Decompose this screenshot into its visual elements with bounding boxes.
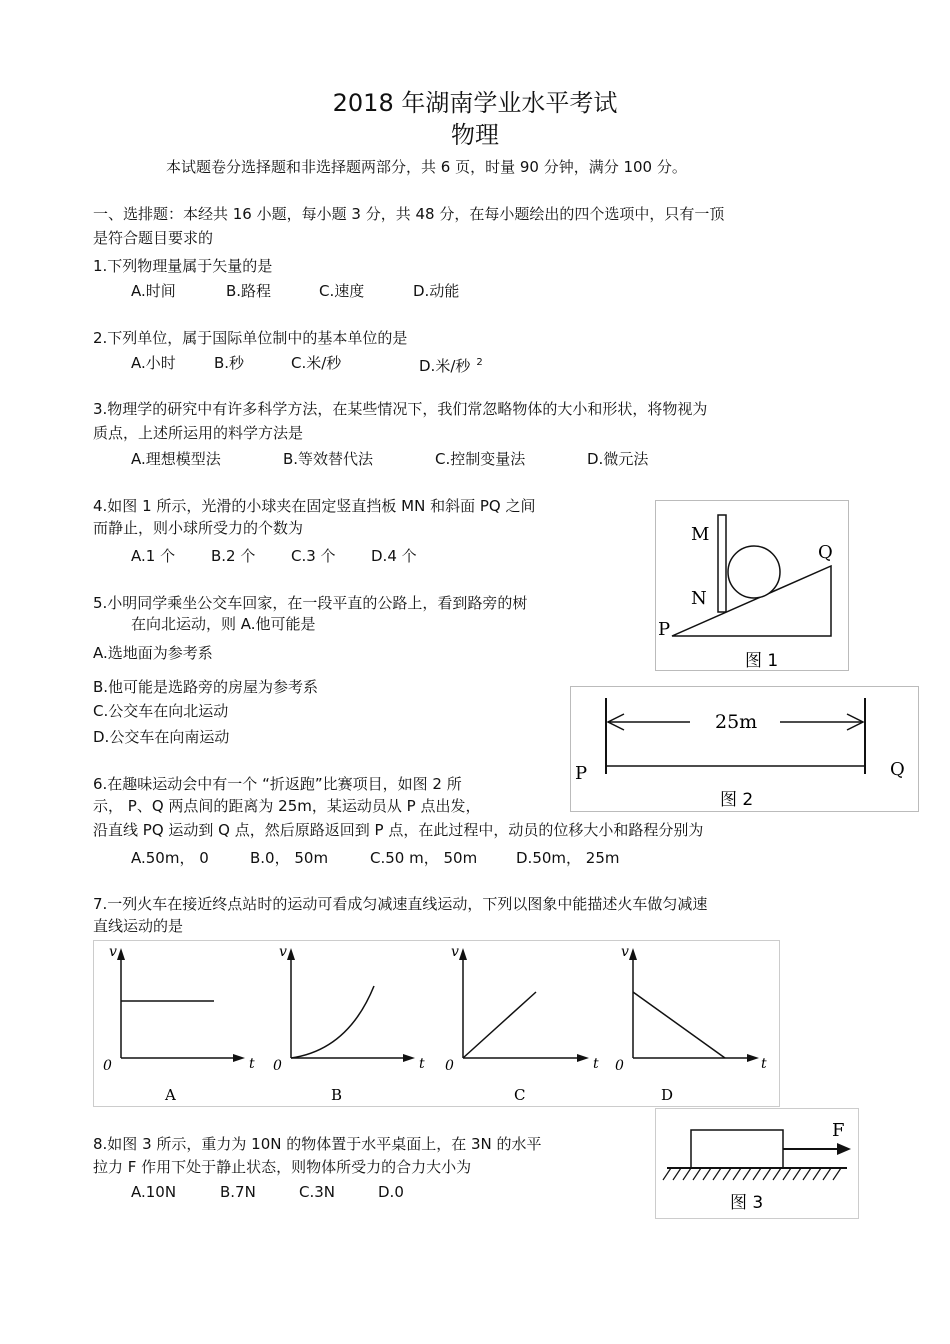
q2-stem: 2.下列单位，属于国际单位制中的基本单位的是 bbox=[93, 329, 408, 347]
q5-option-c: C.公交车在向北运动 bbox=[93, 702, 229, 720]
section-heading-line1: 一、选排题：本经共 16 小题，每小题 3 分，共 48 分，在每小题绘出的四个选项中，只有一顶 bbox=[93, 205, 725, 223]
figure-2-distance-label: 25m bbox=[715, 711, 758, 733]
figure-1 bbox=[655, 500, 850, 672]
q3-stem-line1: 3.物理学的研究中有许多科学方法，在某些情况下，我们常忽略物体的大小和形状，将物视为 bbox=[93, 400, 708, 418]
q3-option-d: D.微元法 bbox=[587, 450, 649, 468]
vt-graph-d-label: D bbox=[661, 1086, 674, 1104]
q3-option-a: A.理想模型法 bbox=[131, 450, 221, 468]
figure-2 bbox=[570, 686, 920, 812]
q6-option-a: A.50m， 0 bbox=[131, 849, 209, 867]
q2-option-b: B.秒 bbox=[214, 354, 245, 372]
vt-graph-d-v-label: v bbox=[621, 944, 629, 960]
q2-option-a: A.小时 bbox=[131, 354, 176, 372]
q8-stem-line2: 拉力 F 作用下处于静止状态，则物体所受力的合力大小为 bbox=[93, 1158, 472, 1176]
q2-option-d-text: D.米/秒 bbox=[419, 357, 471, 375]
figure-3-force-arrow-head bbox=[837, 1143, 851, 1155]
q3-stem-line2: 质点，上述所运用的料学方法是 bbox=[93, 424, 304, 442]
q6-option-b: B.0， 50m bbox=[250, 849, 329, 867]
vt-graph-a-v-label: v bbox=[109, 944, 117, 960]
q4-option-a: A.1 个 bbox=[131, 547, 176, 565]
q5-option-d: D.公交车在向南运动 bbox=[93, 728, 230, 746]
q1-stem: 1.下列物理量属于矢量的是 bbox=[93, 257, 273, 275]
vt-graph-c-t-arrow bbox=[577, 1054, 589, 1062]
vt-graph-b-v-label: v bbox=[279, 944, 287, 960]
vt-graph-d bbox=[615, 944, 767, 1104]
exam-intro: 本试题卷分选择题和非选择题两部分，共 6 页，时量 90 分钟，满分 100 分。 bbox=[166, 158, 687, 176]
q8-option-a: A.10N bbox=[131, 1183, 177, 1201]
q2-option-d bbox=[419, 354, 483, 375]
figure-1-label-n: N bbox=[691, 588, 707, 609]
vt-graph-c-v-arrow bbox=[459, 948, 467, 960]
q5-stem-line2: 在向北运动，则 A.他可能是 bbox=[131, 615, 316, 633]
vt-graph-c-curve bbox=[463, 992, 536, 1058]
figure-2-label-q: Q bbox=[890, 759, 905, 780]
figure-1-label-q: Q bbox=[818, 542, 833, 563]
q6-option-d: D.50m， 25m bbox=[516, 849, 620, 867]
q5-option-a: A.选地面为参考系 bbox=[93, 644, 213, 662]
q6-option-c: C.50 m， 50m bbox=[370, 849, 478, 867]
q6-stem-line1: 6.在趣味运动会中有一个 “折返跑”比赛项目，如图 2 所 bbox=[93, 775, 462, 793]
q2-option-d-sup: 2 bbox=[476, 357, 483, 368]
figure-1-label-m: M bbox=[691, 524, 710, 545]
q2-option-c: C.米/秒 bbox=[291, 354, 342, 372]
vt-graph-a-v-arrow bbox=[117, 948, 125, 960]
q6-stem-line3: 沿直线 PQ 运动到 Q 点，然后原路返回到 P 点，在此过程中，动员的位移大小和路程分别为 bbox=[93, 821, 704, 839]
exam-title: 2018 年湖南学业水平考试 bbox=[332, 89, 618, 117]
exam-subject: 物理 bbox=[451, 121, 499, 149]
figure-3 bbox=[655, 1108, 860, 1220]
vt-graph-d-curve bbox=[633, 992, 725, 1058]
vt-graph-b-curve bbox=[291, 986, 374, 1058]
vt-graph-b bbox=[273, 944, 425, 1104]
vt-graph-d-v-arrow bbox=[629, 948, 637, 960]
q3-option-c: C.控制变量法 bbox=[435, 450, 526, 468]
q7-stem-line2: 直线运动的是 bbox=[93, 917, 184, 935]
q1-option-a: A.时间 bbox=[131, 282, 176, 300]
vt-graph-c-v-label: v bbox=[451, 944, 459, 960]
figure-3-ground-hatching bbox=[663, 1168, 841, 1180]
vt-graph-a-label: A bbox=[165, 1086, 176, 1104]
vt-graph-c-origin: 0 bbox=[445, 1058, 454, 1074]
vt-graph-c bbox=[445, 944, 599, 1104]
vt-graph-d-origin: 0 bbox=[615, 1058, 624, 1074]
q1-option-c: C.速度 bbox=[319, 282, 365, 300]
q4-option-d: D.4 个 bbox=[371, 547, 417, 565]
section-heading-line2: 是符合题目要求的 bbox=[93, 229, 214, 247]
figure-2-caption: 图 2 bbox=[720, 790, 754, 810]
q4-option-b: B.2 个 bbox=[211, 547, 256, 565]
vt-graph-b-t-label: t bbox=[419, 1056, 425, 1072]
q7-stem-line1: 7.一列火车在接近终点站时的运动可看成匀减速直线运动，下列以图象中能描述火车做匀减速 bbox=[93, 895, 708, 913]
vt-graph-b-t-arrow bbox=[403, 1054, 415, 1062]
q4-stem-line1: 4.如图 1 所示，光滑的小球夹在固定竖直挡板 MN 和斜面 PQ 之间 bbox=[93, 497, 536, 515]
q4-stem-line2: 而静止，则小球所受力的个数为 bbox=[93, 519, 304, 537]
figure-1-ball bbox=[728, 546, 780, 598]
figure-3-force-label: F bbox=[832, 1120, 845, 1141]
figure-1-caption: 图 1 bbox=[745, 651, 779, 671]
vt-graph-b-label: B bbox=[331, 1086, 343, 1104]
q5-option-b: B.他可能是选路旁的房屋为参考系 bbox=[93, 678, 319, 696]
q8-option-b: B.7N bbox=[220, 1183, 256, 1201]
q8-option-d: D.0 bbox=[378, 1183, 404, 1201]
q1-option-d: D.动能 bbox=[413, 282, 460, 300]
q8-option-c: C.3N bbox=[299, 1183, 336, 1201]
figure-2-label-p: P bbox=[575, 763, 588, 784]
figure-1-label-p: P bbox=[658, 619, 671, 640]
vt-graph-c-t-label: t bbox=[593, 1056, 599, 1072]
vt-graph-c-label: C bbox=[514, 1086, 526, 1104]
vt-graph-d-t-label: t bbox=[761, 1056, 767, 1072]
q8-stem-line1: 8.如图 3 所示，重力为 10N 的物体置于水平桌面上，在 3N 的水平 bbox=[93, 1135, 542, 1153]
vt-graph-a-origin: 0 bbox=[103, 1058, 112, 1074]
q6-stem-line2: 示， P、Q 两点间的距离为 25m，某运动员从 P 点出发， bbox=[93, 797, 481, 815]
vt-graph-a-t-label: t bbox=[249, 1056, 255, 1072]
vt-graph-a-t-arrow bbox=[233, 1054, 245, 1062]
vt-graph-a bbox=[103, 944, 255, 1104]
q4-option-c: C.3 个 bbox=[291, 547, 336, 565]
q5-stem-line1: 5.小明同学乘坐公交车回家，在一段平直的公路上，看到路旁的树 bbox=[93, 594, 528, 612]
vt-graph-b-v-arrow bbox=[287, 948, 295, 960]
vt-graphs bbox=[93, 940, 781, 1108]
q1-option-b: B.路程 bbox=[226, 282, 272, 300]
figure-3-caption: 图 3 bbox=[730, 1193, 764, 1213]
vt-graph-b-origin: 0 bbox=[273, 1058, 282, 1074]
vt-graph-d-t-arrow bbox=[747, 1054, 759, 1062]
figure-3-block bbox=[691, 1130, 783, 1168]
q3-option-b: B.等效替代法 bbox=[283, 450, 374, 468]
figure-1-board-mn bbox=[718, 515, 726, 612]
